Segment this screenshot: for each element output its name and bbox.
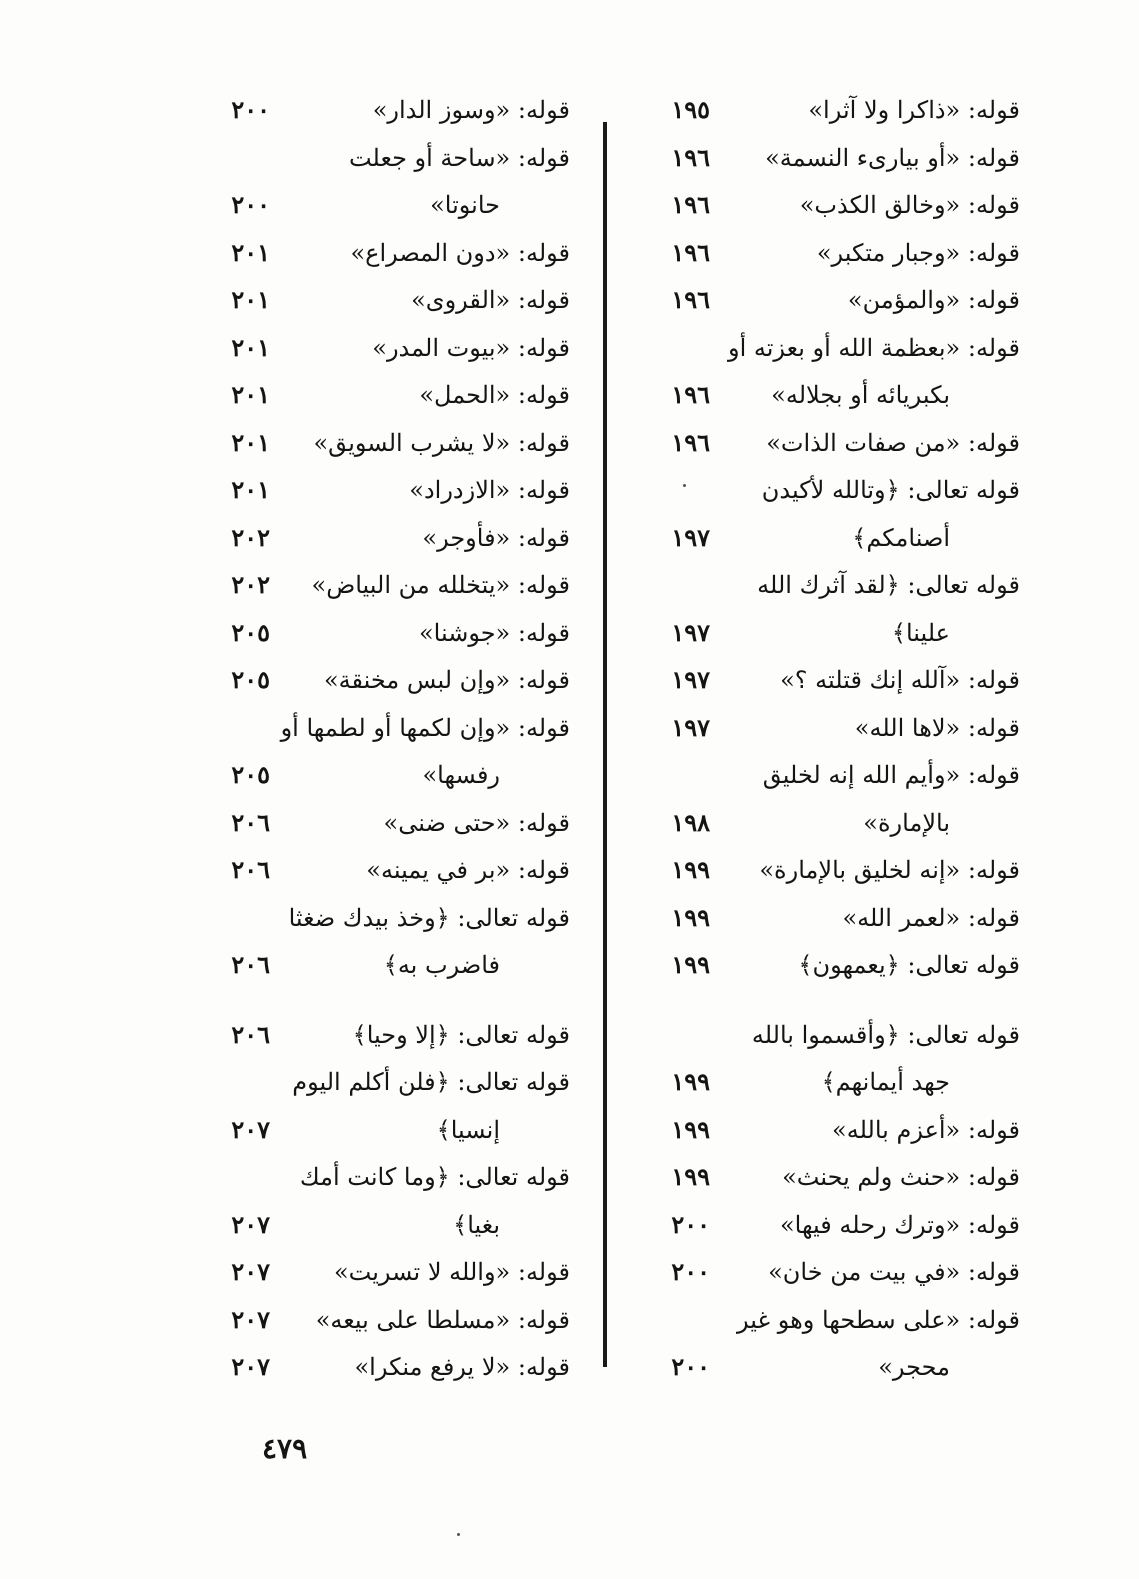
entry-text: قوله: «فأوجر» xyxy=(422,523,570,552)
entry-page-number: ٢٠٥ xyxy=(231,617,270,647)
entry-line xyxy=(190,326,570,370)
print-speck xyxy=(683,484,686,487)
entry-line xyxy=(190,421,570,465)
entry-line xyxy=(630,706,1020,750)
entry-line xyxy=(630,421,1020,465)
entry-line xyxy=(630,1060,1020,1104)
entry-text: محجر» xyxy=(878,1353,950,1381)
entry-text: قوله: «إنه لخليق بالإمارة» xyxy=(759,856,1020,884)
entry-page-number: ٢٠٥ xyxy=(231,760,270,789)
entry-line xyxy=(630,278,1020,322)
entry-text: قوله: «ذاكرا ولا آثرا» xyxy=(808,96,1020,124)
entry-text: قوله: «والمؤمن» xyxy=(847,286,1020,314)
entry-line xyxy=(630,943,1020,987)
entry-page-number: ٢٠٠ xyxy=(671,1209,710,1239)
entry-text: قوله تعالى: ﴿لقد آثرك الله xyxy=(757,571,1020,599)
entry-line xyxy=(190,231,570,275)
entry-page-number: ٢٠١ xyxy=(231,380,270,409)
entry-text: قوله: «الازدراد» xyxy=(409,476,570,504)
entry-text: قوله تعالى: ﴿فلن أكلم اليوم xyxy=(292,1068,570,1096)
entry-page-number: ١٩٩ xyxy=(671,1067,710,1096)
entry-line xyxy=(630,1298,1020,1342)
entry-line xyxy=(630,516,1020,560)
entry-line xyxy=(630,1203,1020,1247)
entry-page-number: ١٩٩ xyxy=(671,1162,710,1191)
entry-text: قوله تعالى: ﴿وتالله لأكيدن xyxy=(761,476,1020,504)
entry-text: قوله: «والله لا تسريت» xyxy=(333,1258,570,1286)
entry-line xyxy=(630,373,1020,417)
entry-text: إنسيا﴾ xyxy=(436,1115,500,1144)
entry-line xyxy=(630,1250,1020,1294)
entry-page-number: ١٩٦ xyxy=(671,190,710,219)
entry-page-number: ٢٠٦ xyxy=(231,950,270,979)
entry-page-number: ١٩٦ xyxy=(671,237,710,267)
entry-text: قوله: «أعزم بالله» xyxy=(832,1115,1020,1144)
entry-page-number: ١٩٧ xyxy=(671,712,710,742)
entry-line xyxy=(190,706,570,750)
entry-text: قوله: «لا يشرب السويق» xyxy=(313,428,570,457)
entry-page-number: ١٩٧ xyxy=(671,617,710,647)
entry-text: قوله: «ساحة أو جعلت xyxy=(348,143,570,172)
entry-text: قوله: «مسلطا على بيعه» xyxy=(315,1305,570,1334)
entry-line xyxy=(190,801,570,845)
entry-line xyxy=(190,468,570,512)
entry-line xyxy=(190,1155,570,1199)
entry-page-number: ٢٠٠ xyxy=(671,1257,710,1286)
entry-line xyxy=(190,1108,570,1152)
entry-page-number: ٢٠٧ xyxy=(231,1114,270,1144)
entry-page-number: ٢٠١ xyxy=(231,237,270,267)
page-number: ٤٧٩ xyxy=(262,1432,308,1465)
entry-line xyxy=(630,326,1020,370)
entry-page-number: ١٩٦ xyxy=(671,380,710,409)
entry-text: قوله تعالى: ﴿إلا وحيا﴾ xyxy=(352,1020,570,1049)
entry-text: قوله: «دون المصراع» xyxy=(350,238,570,267)
entry-text: قوله: «وإن لكمها أو لطمها أو xyxy=(280,713,570,742)
entry-text: قوله تعالى: ﴿وأقسموا بالله xyxy=(751,1020,1020,1049)
entry-line xyxy=(190,1250,570,1294)
entry-text: قوله تعالى: ﴿وما كانت أمك xyxy=(299,1163,570,1191)
entry-page-number: ١٩٥ xyxy=(671,95,710,124)
entry-page-number: ٢٠٧ xyxy=(231,1257,270,1286)
entry-text: قوله: «وجبار متكبر» xyxy=(816,238,1020,267)
entry-text: أصنامكم﴾ xyxy=(852,523,950,552)
entry-text: قوله: «من صفات الذات» xyxy=(766,428,1020,457)
entry-text: فاضرب به﴾ xyxy=(383,951,500,979)
entry-text: قوله تعالى: ﴿وخذ بيدك ضغثا xyxy=(288,903,570,932)
entry-line xyxy=(630,88,1020,132)
entry-text: قوله: «أو بيارىء النسمة» xyxy=(765,143,1020,172)
entry-line xyxy=(190,563,570,607)
entry-text: بغيا﴾ xyxy=(453,1210,500,1239)
entry-line xyxy=(190,896,570,940)
entry-page-number: ١٩٨ xyxy=(671,807,710,837)
entry-text: قوله: «آلله إنك قتلته ؟» xyxy=(780,666,1020,694)
entry-text: قوله: «بيوت المدر» xyxy=(372,333,570,362)
entry-text: علينا﴾ xyxy=(891,618,950,647)
entry-line xyxy=(190,1345,570,1389)
entry-line xyxy=(630,183,1020,227)
entry-line xyxy=(190,1298,570,1342)
entry-text: قوله: «بعظمة الله أو بعزته أو xyxy=(727,333,1020,362)
entry-line xyxy=(190,88,570,132)
entry-text: قوله: «وخالق الكذب» xyxy=(799,191,1020,219)
entry-page-number: ٢٠٠ xyxy=(671,1352,710,1381)
entry-page-number: ١٩٦ xyxy=(671,142,710,172)
entry-text: قوله: «لعمر الله» xyxy=(842,903,1020,932)
entry-page-number: ٢٠٠ xyxy=(231,95,270,124)
entry-text: قوله: «في بيت من خان» xyxy=(768,1258,1020,1286)
entry-line xyxy=(630,1155,1020,1199)
entry-page-number: ٢٠٦ xyxy=(231,855,270,884)
entry-text: قوله: «لاها الله» xyxy=(854,713,1020,742)
entry-line xyxy=(630,1108,1020,1152)
entry-line xyxy=(630,563,1020,607)
entry-page-number: ١٩٩ xyxy=(671,1114,710,1144)
entry-page-number: ٢٠٧ xyxy=(231,1352,270,1381)
entry-page-number: ٢٠٦ xyxy=(231,807,270,837)
entry-text: قوله: «وإن لبس مخنقة» xyxy=(323,666,570,694)
entry-text: حانوتا» xyxy=(430,191,500,219)
entry-line xyxy=(630,611,1020,655)
entry-line xyxy=(190,516,570,560)
entry-text: بكبريائه أو بجلاله» xyxy=(771,381,950,409)
entry-page-number: ٢٠١ xyxy=(231,332,270,362)
entry-line xyxy=(630,468,1020,512)
entry-line xyxy=(630,136,1020,180)
entry-line xyxy=(630,801,1020,845)
entry-page-number: ١٩٩ xyxy=(671,902,710,932)
entry-line xyxy=(630,753,1020,797)
entry-text: قوله: «لا يرفع منكرا» xyxy=(354,1353,570,1381)
entry-page-number: ١٩٦ xyxy=(671,427,710,457)
entry-line xyxy=(190,848,570,892)
print-speck xyxy=(457,1533,460,1536)
entry-page-number: ٢٠١ xyxy=(231,427,270,457)
entry-line xyxy=(630,1013,1020,1057)
entry-line xyxy=(190,136,570,180)
entry-line xyxy=(190,1060,570,1104)
column-divider xyxy=(603,122,607,1367)
entry-line xyxy=(190,373,570,417)
entry-line xyxy=(190,611,570,655)
entry-page-number: ٢٠٦ xyxy=(231,1019,270,1049)
entry-line xyxy=(190,658,570,702)
entry-line xyxy=(190,183,570,227)
entry-page-number: ١٩٩ xyxy=(671,855,710,884)
entry-page-number: ٢٠٧ xyxy=(231,1209,270,1239)
entry-text: رفسها» xyxy=(422,761,500,789)
entry-text: بالإمارة» xyxy=(863,808,950,837)
entry-text: قوله تعالى: ﴿يعمهون﴾ xyxy=(798,951,1020,979)
entry-line xyxy=(190,1013,570,1057)
entry-line xyxy=(190,943,570,987)
entry-text: قوله: «حنث ولم يحنث» xyxy=(782,1163,1020,1191)
entry-page-number: ٢٠٧ xyxy=(231,1304,270,1334)
entry-page-number: ٢٠٠ xyxy=(231,190,270,219)
entry-line xyxy=(190,278,570,322)
entry-line xyxy=(630,231,1020,275)
entry-text: قوله: «وأيم الله إنه لخليق xyxy=(762,761,1020,789)
entry-text: قوله: «على سطحها وهو غير xyxy=(737,1305,1020,1334)
entry-page-number: ١٩٩ xyxy=(671,950,710,979)
entry-line xyxy=(190,1203,570,1247)
entry-text: قوله: «جوشنا» xyxy=(418,618,570,647)
entry-text: قوله: «وسوز الدار» xyxy=(372,96,570,124)
entry-text: قوله: «القروى» xyxy=(411,286,570,314)
entry-page-number: ٢٠١ xyxy=(231,475,270,504)
entry-text: جهد أيمانهم﴾ xyxy=(821,1068,950,1096)
entry-page-number: ٢٠٥ xyxy=(231,665,270,694)
entry-page-number: ١٩٧ xyxy=(671,665,710,694)
entry-line xyxy=(630,848,1020,892)
entry-text: قوله: «حتى ضنى» xyxy=(383,808,570,837)
entry-text: قوله: «وترك رحله فيها» xyxy=(779,1210,1020,1239)
entry-text: قوله: «الحمل» xyxy=(419,381,570,409)
entry-page-number: ٢٠١ xyxy=(231,285,270,314)
entry-page-number: ١٩٦ xyxy=(671,285,710,314)
entry-page-number: ٢٠٢ xyxy=(231,522,270,552)
entry-line xyxy=(630,658,1020,702)
entry-text: قوله: «يتخلله من البياض» xyxy=(311,571,570,599)
entry-text: قوله: «بر في يمينه» xyxy=(366,856,570,884)
entry-line xyxy=(630,896,1020,940)
entry-line xyxy=(190,753,570,797)
entry-page-number: ٢٠٢ xyxy=(231,570,270,599)
entry-page-number: ١٩٧ xyxy=(671,522,710,552)
entry-line xyxy=(630,1345,1020,1389)
